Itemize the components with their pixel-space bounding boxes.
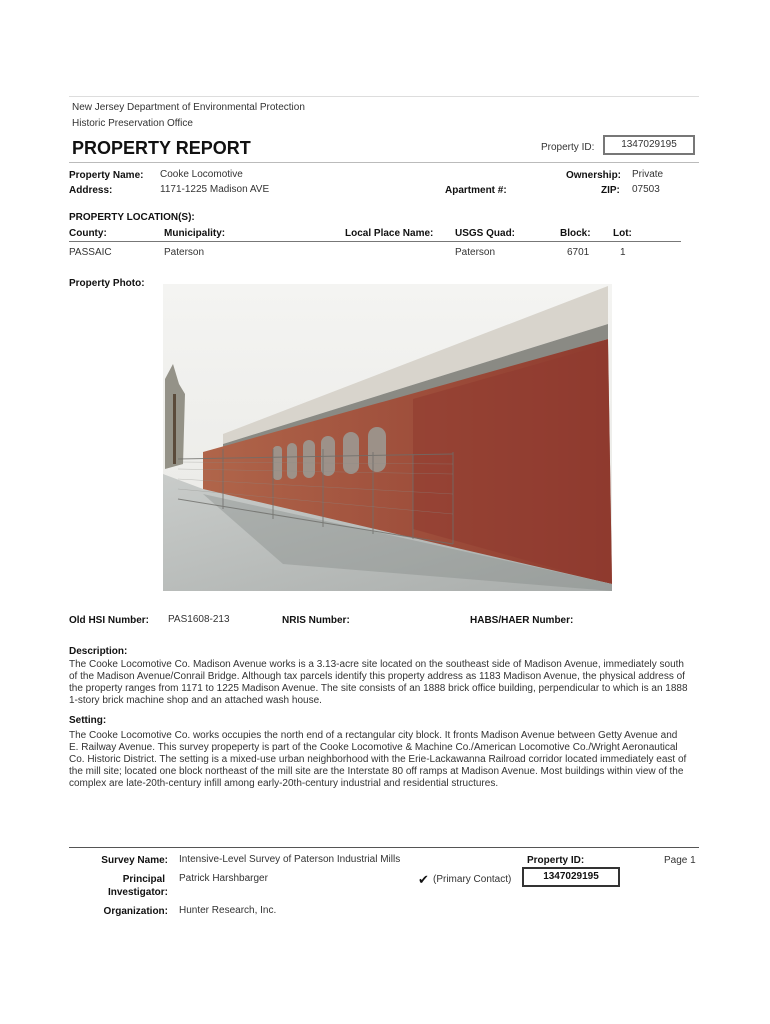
property-name-label: Property Name: [69,170,144,181]
ownership-label: Ownership: [566,170,622,181]
photo-illustration [163,284,612,591]
organization-label: Organization: [103,906,168,917]
footer-property-id-value: 1347029195 [543,871,599,882]
check-icon: ✔ [418,872,429,887]
property-id-value: 1347029195 [621,139,677,150]
old-hsi-value: PAS1608-213 [168,614,230,625]
top-rule [69,96,699,97]
zip-value: 07503 [632,184,660,195]
lot-value: 1 [620,247,626,258]
page-title: PROPERTY REPORT [72,138,251,158]
property-name-value: Cooke Locomotive [160,169,243,180]
county-header: County: [69,228,107,239]
municipality-header: Municipality: [164,228,226,239]
old-hsi-label: Old HSI Number: [69,615,150,626]
page-number: Page 1 [664,855,696,866]
lot-header: Lot: [613,228,632,239]
office-name: Historic Preservation Office [72,118,193,129]
pi-label-line2: Investigator: [107,887,168,898]
usgs-header: USGS Quad: [455,228,516,239]
local-place-header: Local Place Name: [345,228,434,239]
municipality-value: Paterson [164,247,205,258]
footer-rule [69,847,699,848]
county-value: PASSAIC [69,247,112,258]
setting-label: Setting: [69,715,107,726]
footer-property-id-box [522,867,620,887]
ownership-value: Private [632,169,664,180]
nris-label: NRIS Number: [282,615,350,626]
apartment-label: Apartment #: [445,185,507,196]
block-value: 6701 [567,247,590,258]
organization-value: Hunter Research, Inc. [179,905,277,916]
usgs-value: Paterson [455,247,496,258]
address-label: Address: [69,185,113,196]
photo-label: Property Photo: [69,278,145,289]
pi-value: Patrick Harshbarger [179,873,268,884]
block-header: Block: [560,228,591,239]
zip-label: ZIP: [601,185,620,196]
description-text: The Cooke Locomotive Co. Madison Avenue works is a 3.13-acre site located on the southeast side of Madison Avenue, immediately south of the Madison Avenue/Conrail Bridge. Although tax parcels identify this property address as 1183 Madison Avenue, the physical address of the property ranges from 1171 to 1225 Madison Avenue. The site consists of an 1888 brick office building, perpendicular to which is an 1888 1-story brick machine shop and an attached wash house. [69,659,688,706]
property-id-box [603,135,695,155]
habs-label: HABS/HAER Number: [470,615,574,626]
survey-name-value: Intensive-Level Survey of Paterson Industrial Mills [179,854,401,865]
property-id-label: Property ID: [541,142,595,153]
survey-name-label: Survey Name: [101,855,168,866]
address-value: 1171-1225 Madison AVE [160,184,270,195]
location-section-title: PROPERTY LOCATION(S): [69,212,195,223]
primary-contact-text: (Primary Contact) [433,874,512,885]
property-photo [163,284,612,591]
pi-label-line1: Principal [122,874,165,885]
footer-property-id-label: Property ID: [527,855,585,866]
agency-name: New Jersey Department of Environmental Protection [72,102,305,113]
location-header-rule [69,241,681,242]
title-rule [69,162,699,163]
setting-text: The Cooke Locomotive Co. works occupies the north end of a rectangular city block. It fronts Madison Avenue between Getty Avenue and E. Railway Avenue. This survey propeperty is part of the Cooke Locomotive & Machine Co./American Locomotive Co./Wright Aeronautical Co. Historic District. The setting is a mixed-use urban neighborhood with the Erie-Lackawanna Railroad corridor located immediately east of the mill site; located one block northeast of the mill site are the Interstate 80 off ramps at Madison Avenue. Most buildings within view of the complex are late-20th-century infill among early-20th-century industrial and residential structures. [69,730,687,789]
description-label: Description: [69,646,128,657]
